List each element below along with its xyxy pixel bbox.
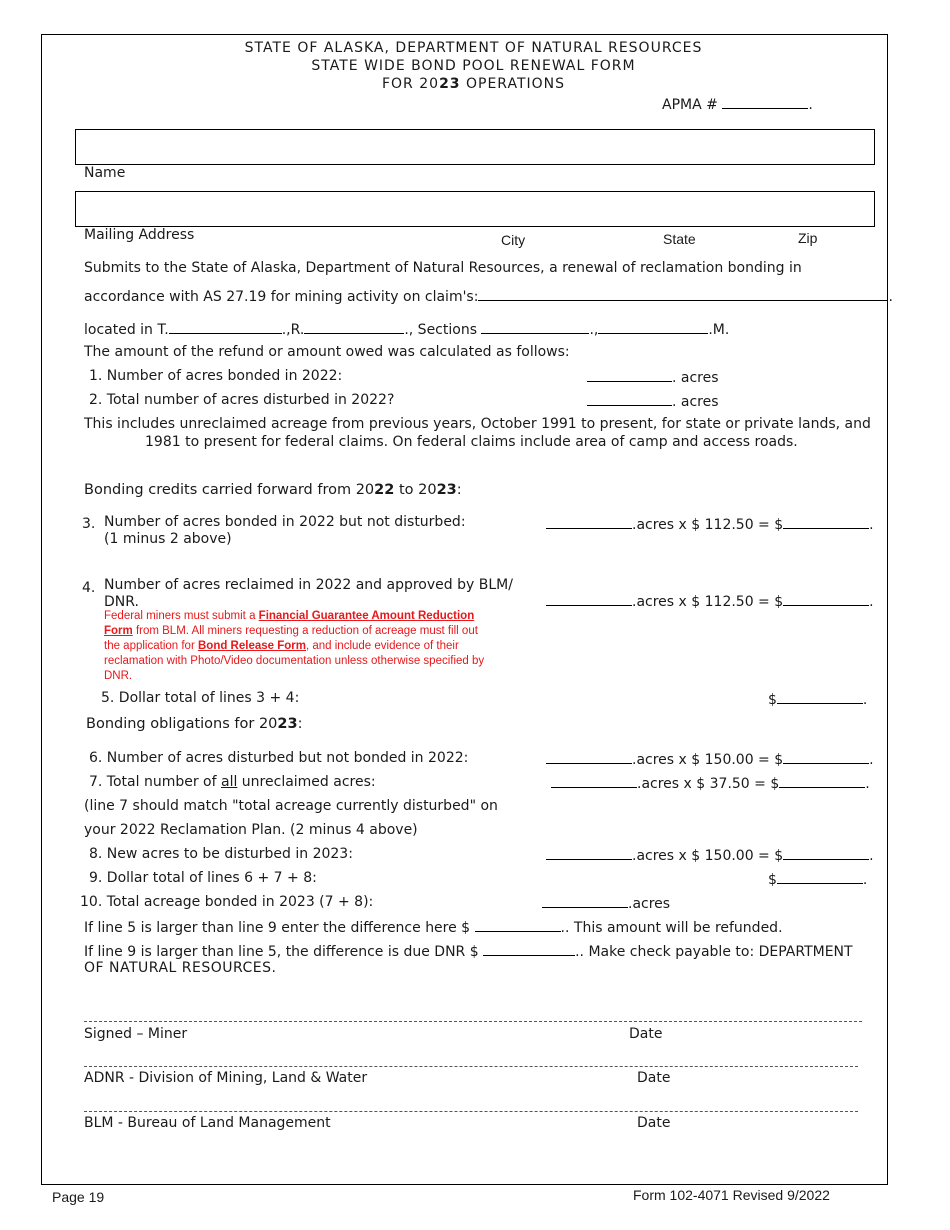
item-4-line2: DNR. — [104, 594, 139, 610]
item-1-field: . acres — [587, 368, 719, 386]
sections-label: ., Sections — [404, 322, 477, 338]
item-7-amount-input[interactable] — [779, 774, 865, 788]
federal-miners-note: Federal miners must submit a Financial Guarantee Amount Reduction Form from BLM. All miners requesting a reduction of acreage must fill out the application for Bond Release Form, and include evidence of their reclamation with Photo/Video documentation unless otherwise specified by DNR. — [104, 610, 485, 682]
adnr-date-label: Date — [637, 1070, 671, 1086]
item-3-line2: (1 minus 2 above) — [104, 531, 232, 547]
adnr-signature-label: ADNR - Division of Mining, Land & Water — [84, 1070, 368, 1086]
item-9-label: 9. Dollar total of lines 6 + 7 + 8: — [89, 870, 317, 886]
item-2-input[interactable] — [587, 392, 672, 406]
miner-signature-line[interactable] — [84, 1021, 862, 1022]
state-label: State — [663, 231, 696, 247]
mailing-address-input[interactable] — [75, 191, 875, 227]
sections-input-1[interactable] — [481, 320, 589, 334]
meridian-label: .M. — [708, 322, 730, 338]
claims-label: accordance with AS 27.19 for mining activity on claim's: — [84, 289, 479, 305]
item-8-acres-input[interactable] — [546, 846, 632, 860]
item-7-calc: .acres x $ 37.50 = $ . — [551, 774, 870, 792]
blm-signature-line[interactable] — [84, 1111, 858, 1112]
item-8-calc: .acres x $ 150.00 = $ . — [546, 846, 874, 864]
item-1-label: 1. Number of acres bonded in 2022: — [89, 368, 343, 384]
item-6-acres-input[interactable] — [546, 750, 632, 764]
form-number: Form 102-4071 Revised 9/2022 — [633, 1187, 830, 1203]
item-4-number: 4. — [82, 580, 96, 596]
sections-input-2[interactable] — [598, 320, 708, 334]
item-7-label: 7. Total number of all unreclaimed acres: — [89, 774, 376, 790]
item-5-field: $ . — [768, 692, 868, 708]
blm-date-label: Date — [637, 1115, 671, 1131]
submits-text-line1: Submits to the State of Alaska, Department of Natural Resources, a renewal of reclamation bonding in — [84, 260, 802, 276]
item-3-acres-input[interactable] — [546, 515, 632, 529]
financial-guarantee-link-cont[interactable]: Form — [104, 625, 133, 637]
item-7-note-1: (line 7 should match "total acreage currently disturbed" on — [84, 798, 498, 814]
item-6-calc: .acres x $ 150.00 = $ . — [546, 750, 874, 768]
page-number: Page 19 — [52, 1189, 105, 1205]
item-8-label: 8. New acres to be disturbed in 2023: — [89, 846, 353, 862]
item-6-label: 6. Number of acres disturbed but not bonded in 2022: — [89, 750, 469, 766]
refund-amount-input[interactable] — [475, 918, 561, 932]
item-4-acres-input[interactable] — [546, 592, 632, 606]
item-4-amount-input[interactable] — [783, 592, 869, 606]
township-input[interactable] — [169, 320, 282, 334]
item-10-field: .acres — [542, 894, 670, 912]
header-year: FOR 2023 OPERATIONS — [381, 76, 566, 92]
financial-guarantee-link[interactable]: Financial Guarantee Amount Reduction — [258, 610, 475, 622]
item-7-note-2: your 2022 Reclamation Plan. (2 minus 4 above) — [84, 822, 418, 838]
zip-label: Zip — [798, 230, 818, 246]
item-10-acres-input[interactable] — [542, 894, 628, 908]
item-7-acres-input[interactable] — [551, 774, 637, 788]
apma-label: APMA # — [662, 97, 718, 113]
credits-heading: Bonding credits carried forward from 2022 to 2023: — [84, 482, 462, 498]
township-label: located in T. — [84, 322, 169, 338]
obligations-heading: Bonding obligations for 2023: — [86, 716, 303, 732]
due-amount-input[interactable] — [483, 942, 575, 956]
city-label: City — [501, 232, 526, 248]
item-2-field: . acres — [587, 392, 719, 410]
item-10-label: 10. Total acreage bonded in 2023 (7 + 8): — [80, 894, 374, 910]
adnr-signature-line[interactable] — [84, 1066, 858, 1067]
range-label: .,R. — [281, 322, 305, 338]
item-3-number: 3. — [82, 516, 96, 532]
item-9-field: $ . — [768, 872, 868, 888]
item-3-line1: Number of acres bonded in 2022 but not disturbed: — [104, 514, 466, 530]
refund-intro: The amount of the refund or amount owed was calculated as follows: — [84, 344, 570, 360]
item-8-amount-input[interactable] — [783, 846, 869, 860]
bond-release-form-link[interactable]: Bond Release Form — [197, 640, 306, 652]
item-6-amount-input[interactable] — [783, 750, 869, 764]
item-3-calc: .acres x $ 112.50 = $ . — [546, 515, 874, 533]
header-form-title: STATE WIDE BOND POOL RENEWAL FORM — [311, 58, 636, 74]
item-5-label: 5. Dollar total of lines 3 + 4: — [101, 690, 300, 706]
includes-line2: 1981 to present for federal claims. On federal claims include area of camp and access roads. — [145, 434, 798, 450]
item-2-label: 2. Total number of acres disturbed in 2022? — [89, 392, 395, 408]
claims-input[interactable] — [478, 287, 888, 301]
item-3-amount-input[interactable] — [783, 515, 869, 529]
name-label: Name — [84, 165, 126, 181]
miner-date-label: Date — [629, 1026, 663, 1042]
apma-input[interactable] — [722, 95, 808, 109]
location-line: located in T. .,R. ., Sections ., .M. — [84, 322, 730, 338]
item-4-line1: Number of acres reclaimed in 2022 and approved by BLM/ — [104, 577, 513, 593]
miner-signature-label: Signed – Miner — [84, 1026, 188, 1042]
range-input[interactable] — [304, 320, 404, 334]
header-agency: STATE OF ALASKA, DEPARTMENT OF NATURAL RESOURCES — [244, 40, 703, 56]
apma-field: APMA # . — [662, 97, 813, 113]
includes-line1: This includes unreclaimed acreage from previous years, October 1991 to present, for state or private lands, and — [84, 416, 871, 432]
item-9-amount-input[interactable] — [777, 870, 863, 884]
item-4-calc: .acres x $ 112.50 = $ . — [546, 592, 874, 610]
refund-line: If line 5 is larger than line 9 enter the difference here $ .. This amount will be refunded. — [84, 920, 783, 936]
blm-signature-label: BLM - Bureau of Land Management — [84, 1115, 331, 1131]
item-5-amount-input[interactable] — [777, 690, 863, 704]
name-input[interactable] — [75, 129, 875, 165]
due-line: If line 9 is larger than line 5, the difference is due DNR $ .. Make check payable to: DEPARTMENT — [84, 944, 853, 960]
claims-line: accordance with AS 27.19 for mining activity on claim's: . — [84, 289, 893, 305]
mailing-address-label: Mailing Address — [84, 227, 195, 243]
item-1-input[interactable] — [587, 368, 672, 382]
due-line-cont: OF NATURAL RESOURCES. — [84, 960, 277, 976]
